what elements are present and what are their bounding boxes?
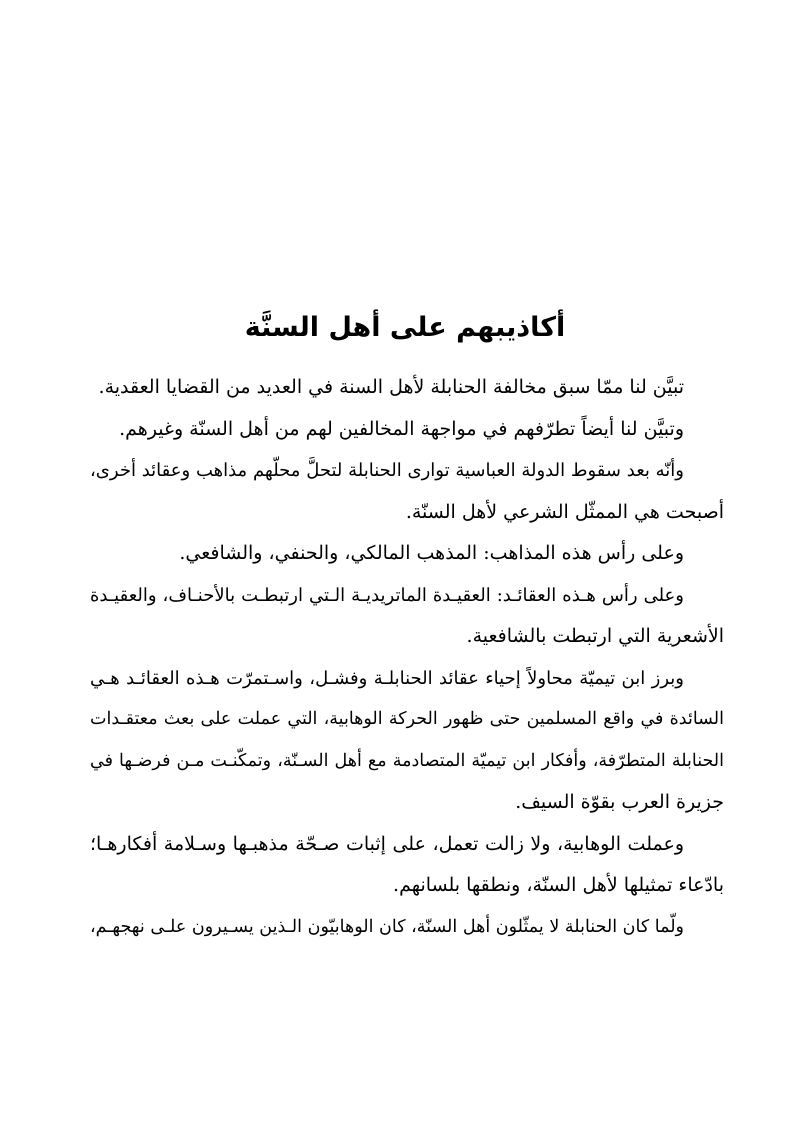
text-line: وعملت الوهابية، ولا زالت تعمل، على إثبات صـحّة مذهبـها وسـلامة أفكارهـا؛ [90,832,684,855]
paragraph [90,907,724,949]
text-line: تبيَّن لنا ممّا سبق مخالفة الحنابلة لأهل السنة في العديد من القضايا العقدية. [98,376,684,398]
text-line: أصبحت هي الممثّل الشرعي لأهل السنّة. [405,500,724,523]
paragraph [90,824,724,907]
text-line: بادّعاء تمثيلها لأهل السنّة، ونطقها بلسانهم. [393,874,724,896]
text-line: وتبيَّن لنا أيضاً تطرّفهم في مواجهة المخالفين لهم من أهل السنّة وغيرهم. [119,417,684,440]
text-line: وأنّه بعد سقوط الدولة العباسية توارى الحنابلة لتحلَّ محلّهم مذاهب وعقائد أخرى، [90,460,684,481]
text-line: جزيرة العرب بقوّة السيف. [515,791,724,813]
paragraph [90,658,724,824]
paragraph [90,533,724,575]
paragraph [90,575,724,658]
page-title: أكاذيبهم على أهل السنَّة [244,312,566,343]
text-line: الحنابلة المتطرّفة، وأفكار ابن تيميّة المتصادمة مع أهل السـنّة، وتمكّنـت مـن فرضـها في [90,750,724,771]
text-line: وعلى رأس هذه المذاهب: المذهب المالكي، والحنفي، والشافعي. [179,542,684,564]
text-line: وبرز ابن تيميّة محاولاً إحياء عقائد الحنابلـة وفشـل، واسـتمرّت هـذه العقائـد هـي [90,667,684,689]
paragraph [90,409,724,451]
paragraph [90,367,724,409]
body-text [90,367,724,948]
paragraph [90,450,724,533]
text-line: السائدة في واقع المسلمين حتى ظهور الحركة الوهابية، التي عملت على بعث معتقـدات [90,709,724,729]
text-line: ولّما كان الحنابلة لا يمثّلون أهل السنّة، كان الوهابيّون الـذين يسـيرون علـى نهجهـم، [90,916,684,937]
text-line: وعلى رأس هـذه العقائـد: العقيـدة الماتريديـة الـتي ارتبطـت بالأحنـاف، والعقيـدة [90,584,684,606]
text-line: الأشعرية التي ارتبطت بالشافعية. [466,625,724,647]
